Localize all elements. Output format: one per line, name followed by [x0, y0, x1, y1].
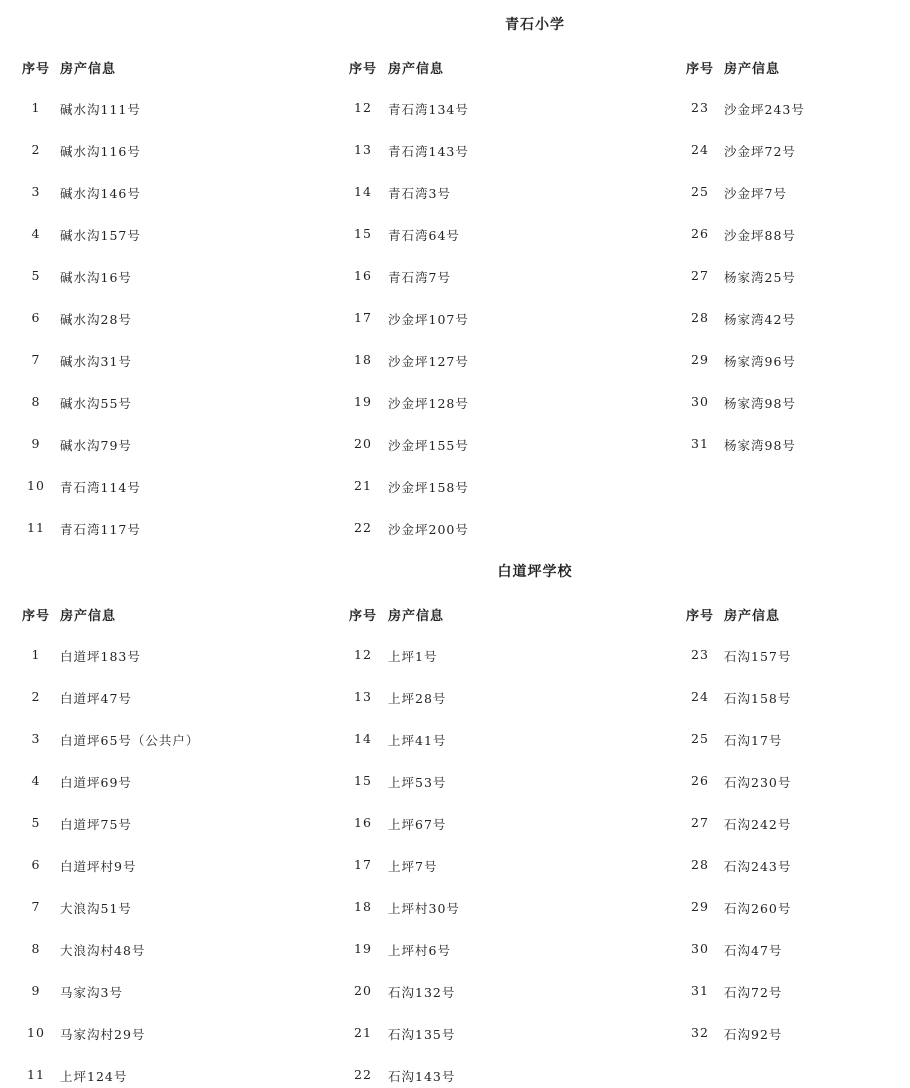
row-index: 26 [691, 773, 709, 788]
row-address: 杨家湾98号 [724, 438, 796, 453]
row-address: 沙金坪128号 [388, 396, 469, 411]
row-index: 23 [691, 647, 709, 662]
column-header-index: 序号 [686, 62, 715, 77]
row-index: 15 [354, 226, 372, 241]
column-header-info: 房产信息 [60, 62, 117, 77]
row-index: 24 [691, 689, 709, 704]
row-address: 沙金坪243号 [724, 102, 805, 117]
row-index: 16 [354, 268, 372, 283]
row-address: 青石湾64号 [388, 228, 460, 243]
row-address: 沙金坪72号 [724, 144, 796, 159]
row-index: 18 [354, 352, 372, 367]
row-address: 白道坪65号（公共户） [60, 733, 200, 748]
row-index: 16 [354, 815, 372, 830]
row-index: 31 [691, 436, 709, 451]
row-index: 14 [354, 184, 372, 199]
row-address: 碱水沟157号 [60, 228, 141, 243]
row-index: 28 [691, 310, 709, 325]
row-address: 杨家湾98号 [724, 396, 796, 411]
row-index: 24 [691, 142, 709, 157]
row-index: 20 [354, 983, 372, 998]
row-address: 石沟92号 [724, 1027, 783, 1042]
row-address: 白道坪47号 [60, 691, 132, 706]
row-address: 大浪沟51号 [60, 901, 132, 916]
row-index: 29 [691, 899, 709, 914]
row-index: 7 [31, 899, 41, 914]
row-address: 沙金坪7号 [724, 186, 787, 201]
row-index: 30 [691, 941, 709, 956]
row-address: 石沟243号 [724, 859, 792, 874]
row-index: 29 [691, 352, 709, 367]
column-header-info: 房产信息 [388, 62, 445, 77]
row-index: 12 [354, 100, 372, 115]
column-header-index: 序号 [22, 62, 51, 77]
row-index: 1 [31, 100, 41, 115]
row-address: 石沟157号 [724, 649, 792, 664]
row-address: 上坪1号 [388, 649, 438, 664]
row-address: 上坪7号 [388, 859, 438, 874]
row-address: 大浪沟村48号 [60, 943, 146, 958]
row-address: 上坪村30号 [388, 901, 460, 916]
row-index: 7 [31, 352, 41, 367]
row-index: 20 [354, 436, 372, 451]
row-index: 22 [354, 520, 372, 535]
row-address: 碱水沟111号 [60, 102, 141, 117]
row-address: 石沟143号 [388, 1069, 456, 1084]
row-address: 青石湾134号 [388, 102, 469, 117]
row-address: 上坪53号 [388, 775, 447, 790]
row-index: 9 [31, 983, 41, 998]
row-index: 2 [31, 142, 41, 157]
row-address: 沙金坪107号 [388, 312, 469, 327]
row-index: 13 [354, 689, 372, 704]
row-index: 11 [27, 520, 45, 535]
row-address: 上坪28号 [388, 691, 447, 706]
row-index: 14 [354, 731, 372, 746]
row-index: 23 [691, 100, 709, 115]
row-address: 青石湾143号 [388, 144, 469, 159]
row-index: 18 [354, 899, 372, 914]
section-title: 白道坪学校 [497, 564, 573, 580]
row-index: 17 [354, 857, 372, 872]
row-address: 杨家湾42号 [724, 312, 796, 327]
row-address: 上坪村6号 [388, 943, 451, 958]
row-index: 10 [27, 1025, 45, 1040]
row-index: 8 [31, 941, 41, 956]
row-address: 杨家湾25号 [724, 270, 796, 285]
row-index: 17 [354, 310, 372, 325]
row-index: 11 [27, 1067, 45, 1082]
row-index: 12 [354, 647, 372, 662]
row-address: 沙金坪127号 [388, 354, 469, 369]
row-address: 上坪67号 [388, 817, 447, 832]
row-address: 上坪41号 [388, 733, 447, 748]
row-address: 石沟72号 [724, 985, 783, 1000]
row-address: 石沟260号 [724, 901, 792, 916]
row-address: 白道坪69号 [60, 775, 132, 790]
row-address: 青石湾7号 [388, 270, 451, 285]
row-address: 沙金坪155号 [388, 438, 469, 453]
row-index: 19 [354, 941, 372, 956]
column-header-index: 序号 [22, 609, 51, 624]
row-address: 石沟132号 [388, 985, 456, 1000]
row-index: 3 [31, 731, 41, 746]
row-index: 4 [31, 773, 41, 788]
row-index: 31 [691, 983, 709, 998]
column-header-index: 序号 [349, 62, 378, 77]
row-address: 马家沟村29号 [60, 1027, 146, 1042]
row-address: 石沟135号 [388, 1027, 456, 1042]
row-index: 3 [31, 184, 41, 199]
row-address: 上坪124号 [60, 1069, 128, 1084]
row-index: 32 [691, 1025, 709, 1040]
column-header-info: 房产信息 [60, 609, 117, 624]
column-header-index: 序号 [349, 609, 378, 624]
row-address: 青石湾114号 [60, 480, 141, 495]
row-index: 5 [31, 268, 41, 283]
row-index: 27 [691, 815, 709, 830]
row-address: 碱水沟79号 [60, 438, 132, 453]
row-index: 22 [354, 1067, 372, 1082]
row-address: 碱水沟16号 [60, 270, 132, 285]
row-index: 2 [31, 689, 41, 704]
row-index: 9 [31, 436, 41, 451]
row-address: 白道坪村9号 [60, 859, 137, 874]
row-address: 沙金坪88号 [724, 228, 796, 243]
row-address: 碱水沟55号 [60, 396, 132, 411]
row-address: 石沟17号 [724, 733, 783, 748]
row-index: 26 [691, 226, 709, 241]
row-index: 10 [27, 478, 45, 493]
row-address: 杨家湾96号 [724, 354, 796, 369]
row-index: 27 [691, 268, 709, 283]
row-index: 5 [31, 815, 41, 830]
row-address: 马家沟3号 [60, 985, 123, 1000]
row-address: 石沟230号 [724, 775, 792, 790]
section-title: 青石小学 [505, 17, 565, 33]
row-index: 19 [354, 394, 372, 409]
row-address: 青石湾117号 [60, 522, 141, 537]
row-index: 13 [354, 142, 372, 157]
column-header-info: 房产信息 [388, 609, 445, 624]
column-header-index: 序号 [686, 609, 715, 624]
row-address: 碱水沟31号 [60, 354, 132, 369]
row-address: 碱水沟28号 [60, 312, 132, 327]
row-index: 1 [31, 647, 41, 662]
row-index: 6 [31, 857, 41, 872]
row-address: 白道坪75号 [60, 817, 132, 832]
row-index: 15 [354, 773, 372, 788]
row-address: 石沟47号 [724, 943, 783, 958]
row-address: 沙金坪200号 [388, 522, 469, 537]
row-address: 石沟158号 [724, 691, 792, 706]
row-index: 28 [691, 857, 709, 872]
row-index: 21 [354, 1025, 372, 1040]
row-index: 4 [31, 226, 41, 241]
row-index: 21 [354, 478, 372, 493]
row-address: 碱水沟146号 [60, 186, 141, 201]
column-header-info: 房产信息 [724, 609, 781, 624]
row-address: 白道坪183号 [60, 649, 141, 664]
row-index: 8 [31, 394, 41, 409]
row-index: 25 [691, 731, 709, 746]
row-index: 30 [691, 394, 709, 409]
row-address: 沙金坪158号 [388, 480, 469, 495]
row-index: 25 [691, 184, 709, 199]
column-header-info: 房产信息 [724, 62, 781, 77]
row-address: 青石湾3号 [388, 186, 451, 201]
row-index: 6 [31, 310, 41, 325]
row-address: 石沟242号 [724, 817, 792, 832]
row-address: 碱水沟116号 [60, 144, 141, 159]
